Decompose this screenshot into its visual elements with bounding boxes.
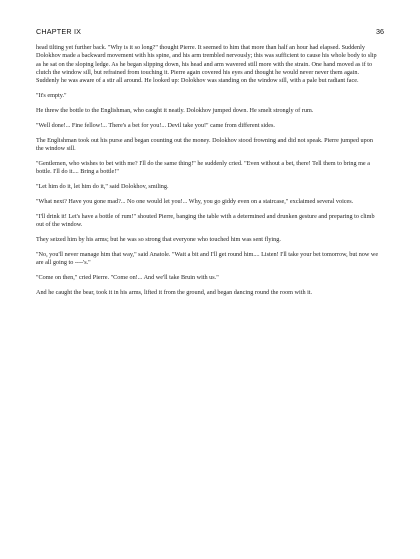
page-number: 36 [376, 27, 384, 36]
paragraph: They seized him by his arms; but he was so strong that everyone who touched him was sent flying. [36, 236, 281, 244]
running-header [36, 27, 384, 37]
paragraph: "It's empty." [36, 92, 67, 100]
paragraph: "I'll drink it! Let's have a bottle of rum!" shouted Pierre, banging the table with a determined and drunken gesture and preparing to climb out of the window. [36, 212, 375, 229]
paragraph: "No, you'll never manage him that way," said Anatole. "Wait a bit and I'll get round him.... Listen! I'll take your bet tomorrow, but now we are all going to ----'s." [36, 250, 379, 267]
paragraph: He threw the bottle to the Englishman, who caught it neatly. Dolokhov jumped down. He smelt strongly of rum. [36, 106, 314, 114]
body-text [36, 44, 382, 304]
paragraph: "Come on then," cried Pierre. "Come on!... And we'll take Bruin with us." [36, 274, 219, 282]
chapter-title: CHAPTER IX [36, 27, 82, 36]
paragraph: "Gentlemen, who wishes to bet with me? I'll do the same thing!" he suddenly cried. "Even without a bet, there! Tell them to bring me a bottle. I'll do it.... Bring a bottle!" [36, 159, 370, 176]
paragraph: "Well done!... Fine fellow!... There's a bet for you!... Devil take you!" came from different sides. [36, 121, 275, 129]
paragraph: The Englishman took out his purse and began counting out the money. Dolokhov stood frowning and did not speak. Pierre jumped upon the window sill. [36, 136, 373, 153]
paragraph: head tilting yet further back. "Why is it so long?" thought Pierre. It seemed to him that more than half an hour had elapsed. Suddenly Dolokhov made a backward movement with his spine, and his arm trembled nervously; this was sufficient to cause his whole body to slip as he sat on the sloping ledge. As he began slipping down, his head and arm wavered still more with the strain. One hand moved as if to clutch the window sill, but refrained from touching it. Pierre again covered his eyes and thought he would never never them again. Suddenly he was aware of a stir all around. He looked up: Dolokhov was standing on the window sill, with a pale but radiant face. [36, 44, 377, 85]
paragraph: "Let him do it, let him do it," said Dolokhov, smiling. [36, 183, 169, 191]
paragraph: And he caught the bear, took it in his arms, lifted it from the ground, and began dancing round the room with it. [36, 289, 313, 297]
paragraph: "What next? Have you gone mad?... No one would let you!... Why, you go giddy even on a staircase," exclaimed several voices. [36, 198, 354, 206]
